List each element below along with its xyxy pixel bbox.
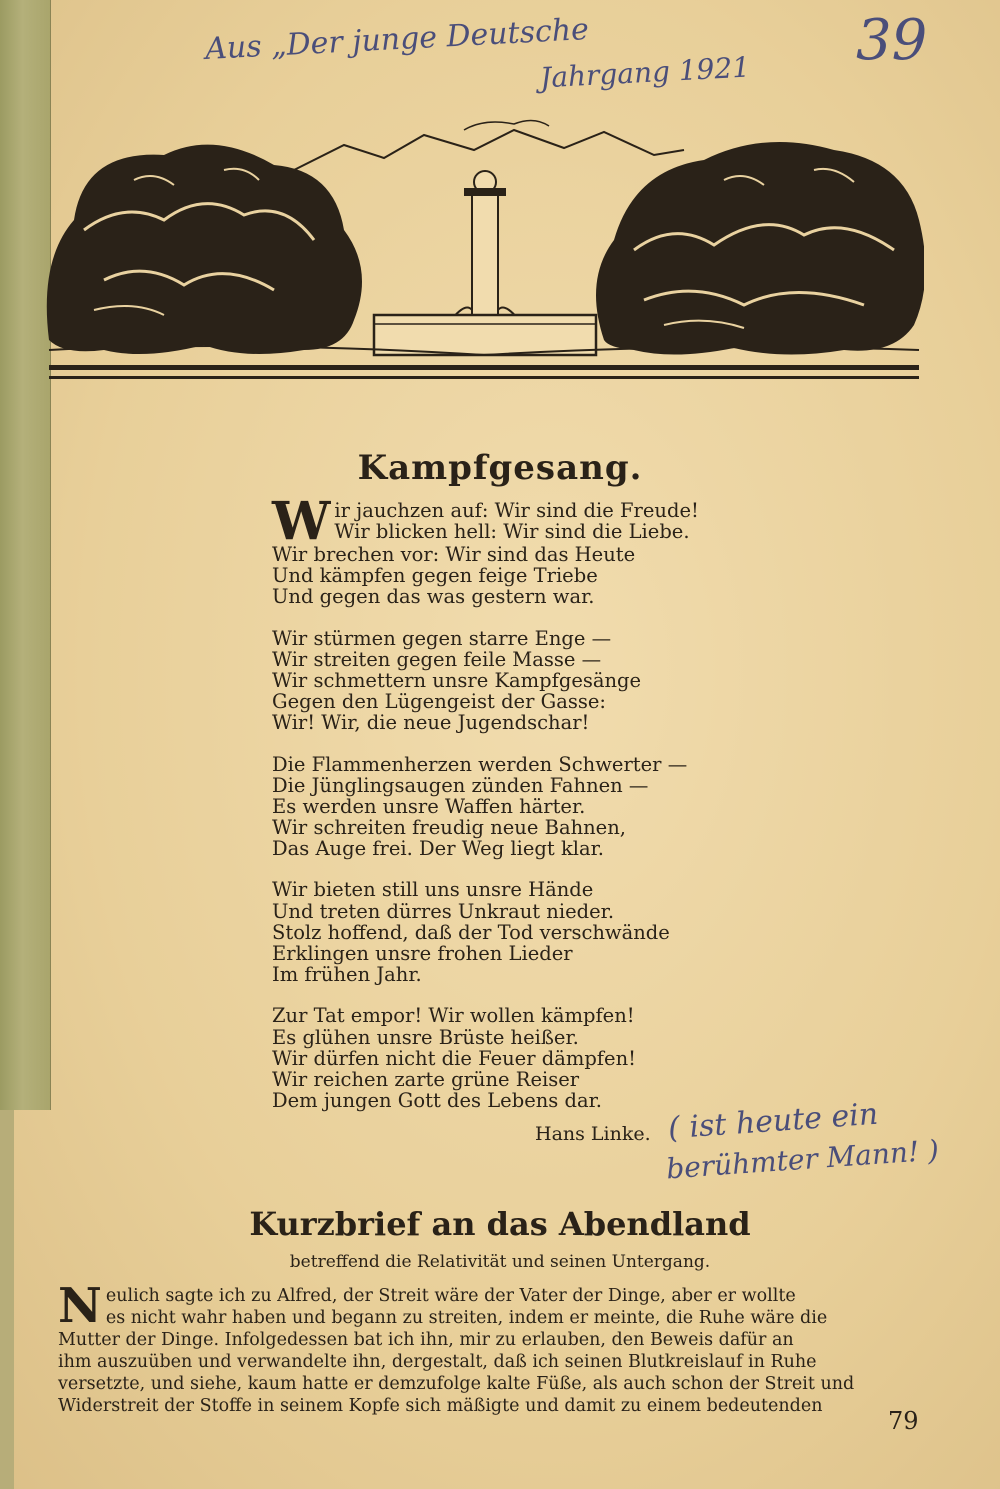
page-number: 79 <box>888 1407 919 1435</box>
poem-title: Kampfgesang. <box>357 448 643 488</box>
article-title: Kurzbrief an das Abendland <box>249 1205 751 1243</box>
poem-line: Wir reichen zarte grüne Reiser <box>272 1067 580 1091</box>
poem-line: Wir brechen vor: Wir sind das Heute <box>272 543 636 566</box>
article-line: ihm auszuüben und verwandelte ihn, dergestalt, daß ich seinen Blutkreislauf in Ruhe <box>58 1352 817 1372</box>
article-line: eulich sagte ich zu Alfred, der Streit wäre der Vater der Dinge, aber er wollte <box>105 1286 796 1306</box>
article-line: es nicht wahr haben und begann zu streiten, indem er meinte, die Ruhe wäre die <box>105 1308 828 1328</box>
poem-line: Wir dürfen nicht die Feuer dämpfen! <box>272 1046 636 1070</box>
article-line: Mutter der Dinge. Infolgedessen bat ich ihn, mir zu erlauben, den Beweis dafür an <box>58 1330 794 1350</box>
handwritten-source-note: Aus „Der junge Deutsche <box>204 11 590 68</box>
poem-body <box>272 491 732 1131</box>
article-line: Widerstreit der Stoffe in seinem Kopfe sich mäßigte und damit zu einem bedeutenden <box>58 1396 823 1416</box>
poem-stanza <box>272 879 732 985</box>
poem-stanza <box>272 1005 732 1111</box>
poem-line: Wir schreiten freudig neue Bahnen, <box>272 816 626 840</box>
poem-line: Stolz hoffend, daß der Tod verschwände <box>272 920 670 944</box>
article-line: versetzte, und siehe, kaum hatte er demzufolge kalte Füße, als auch schon der Streit und <box>58 1374 855 1394</box>
poem-stanza <box>272 491 732 609</box>
poem-stanza <box>272 628 732 734</box>
poem-line: Gegen den Lügengeist der Gasse: <box>272 690 606 714</box>
handwritten-year-note: Jahrgang 1921 <box>539 50 751 95</box>
poem-line: Wir streiten gegen feile Masse — <box>272 647 602 671</box>
poem-line: Erklingen unsre frohen Lieder <box>272 942 573 965</box>
poem-line: Wir blicken hell: Wir sind die Liebe. <box>334 520 690 544</box>
poem-line: Wir! Wir, die neue Jugendschar! <box>272 711 590 735</box>
article-subtitle: betreffend die Relativität und seinen Untergang. <box>289 1252 711 1272</box>
poem-author: Hans Linke. <box>535 1123 651 1145</box>
handwritten-folio-number: 39 <box>856 8 928 73</box>
poem-line: Wir bieten still uns unsre Hände <box>272 878 594 902</box>
poem-line: Und kämpfen gegen feige Triebe <box>272 564 598 588</box>
poem-line: Und treten dürres Unkraut nieder. <box>272 899 615 923</box>
poem-line: Die Jünglingsaugen zünden Fahnen — <box>272 773 649 797</box>
poem-line: Dem jungen Gott des Lebens dar. <box>272 1089 602 1113</box>
article-body <box>58 1278 920 1417</box>
poem-line: Das Auge frei. Der Weg liegt klar. <box>272 837 604 861</box>
poem-line: ir jauchzen auf: Wir sind die Freude! <box>334 499 699 522</box>
poem-line: Und gegen das was gestern war. <box>272 585 595 609</box>
poem-line: Wir stürmen gegen starre Enge — <box>272 626 612 650</box>
poem-drop-cap: W <box>272 491 331 552</box>
poem-line: Wir schmettern unsre Kampfgesänge <box>272 668 642 692</box>
handwritten-margin-note-continued: berühmter Mann! ) <box>665 1133 940 1186</box>
binding-strip-edge <box>0 1110 14 1489</box>
handwritten-margin-note: ( ist heute ein <box>667 1096 880 1147</box>
woodcut-header-illustration <box>44 110 924 390</box>
poem-line: Die Flammenherzen werden Schwerter — <box>272 752 688 776</box>
poem-line: Es glühen unsre Brüste heißer. <box>272 1025 579 1049</box>
poem-line: Es werden unsre Waffen härter. <box>272 794 586 818</box>
poem-line: Zur Tat empor! Wir wollen kämpfen! <box>272 1004 635 1028</box>
poem-line: Im frühen Jahr. <box>272 963 422 987</box>
article-drop-cap: N <box>58 1278 102 1334</box>
poem-stanza <box>272 754 732 860</box>
